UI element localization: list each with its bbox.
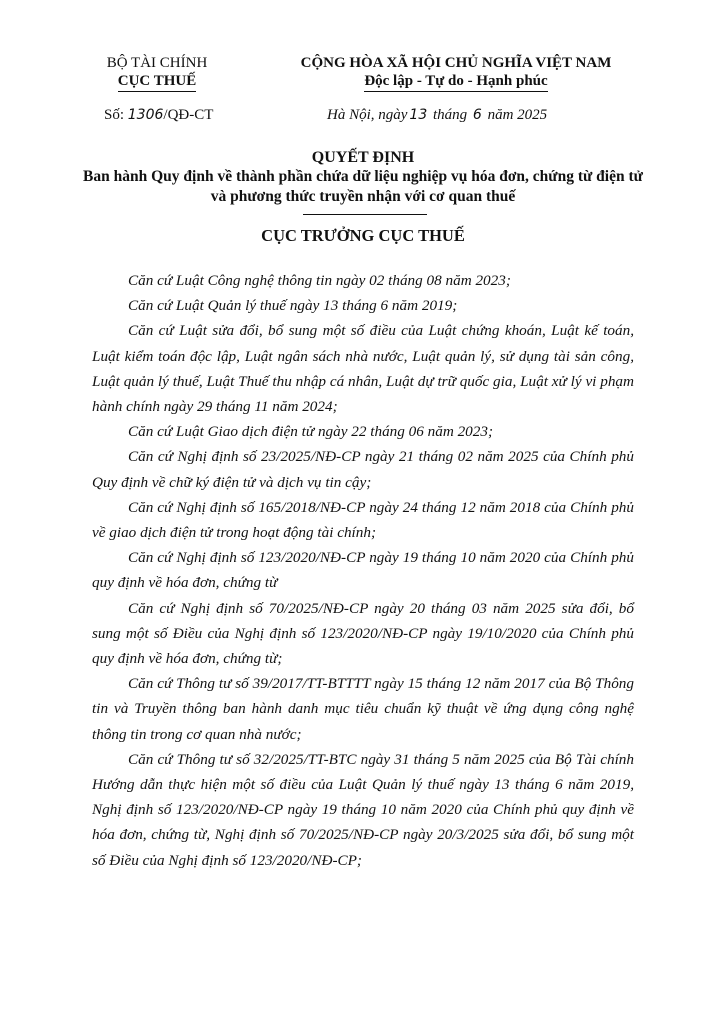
document-number: Số: 1306/QĐ-CT [104, 107, 214, 123]
handwritten-number: 1306 [127, 107, 164, 123]
national-motto: Độc lập - Tự do - Hạnh phúc [364, 72, 547, 92]
legal-basis-item: Căn cứ Nghị định số 165/2018/NĐ-CP ngày 24 tháng 12 năm 2018 của Chính phủ về giao dịch điện tử trong hoạt động tài chính; [92, 498, 634, 542]
legal-basis-item: Căn cứ Luật Giao dịch điện tử ngày 22 tháng 06 năm 2023; [128, 423, 494, 441]
ministry-name: BỘ TÀI CHÍNH [106, 55, 208, 71]
document-subtitle: Ban hành Quy định về thành phần chứa dữ liệu nghiệp vụ hóa đơn, chứng từ điện tử và phương thức truyền nhận với cơ quan thuế [83, 168, 643, 205]
legal-basis-item: Căn cứ Nghị định số 23/2025/NĐ-CP ngày 21 tháng 02 năm 2025 của Chính phủ Quy định về chữ ký điện tử và dịch vụ tin cậy; [92, 448, 634, 491]
issuing-agency-block [88, 54, 226, 92]
handwritten-month: 6 [472, 107, 482, 123]
legal-basis-item: Căn cứ Luật Quản lý thuế ngày 13 tháng 6 năm 2019; [128, 297, 458, 315]
national-header-block [290, 54, 622, 92]
handwritten-day: 13 [409, 107, 428, 123]
legal-basis-item: Căn cứ Luật sửa đổi, bổ sung một số điều của Luật chứng khoán, Luật kế toán, Luật kiểm toán độc lập, Luật ngân sách nhà nước, Luật quản lý, sử dụng tài sản công, Luật quản lý thuế, Luật Thuế thu nhập cá nhân, Luật dự trữ quốc gia, Luật xử lý vi phạm hành chính ngày 29 tháng 11 năm 2024; [92, 322, 634, 416]
issuing-authority: CỤC TRƯỞNG CỤC THUẾ [261, 226, 465, 245]
title-divider [303, 214, 427, 215]
legal-basis-item: Căn cứ Nghị định số 123/2020/NĐ-CP ngày 19 tháng 10 năm 2020 của Chính phủ quy định về hóa đơn, chứng từ [92, 549, 634, 592]
department-name: CỤC THUẾ [118, 72, 197, 92]
legal-basis-item: Căn cứ Thông tư số 39/2017/TT-BTTTT ngày 15 tháng 12 năm 2017 của Bộ Thông tin và Truyền thông ban hành danh mục tiêu chuẩn kỹ thuật về ứng dụng công nghệ thông tin trong cơ quan nhà nước; [92, 675, 634, 743]
republic-name: CỘNG HÒA XÃ HỘI CHỦ NGHĨA VIỆT NAM [300, 55, 612, 71]
document-title: QUYẾT ĐỊNH [311, 149, 415, 166]
legal-basis-list [92, 268, 634, 873]
legal-basis-item: Căn cứ Luật Công nghệ thông tin ngày 02 tháng 08 năm 2023; [128, 272, 511, 289]
legal-basis-item: Căn cứ Thông tư số 32/2025/TT-BTC ngày 31 tháng 5 năm 2025 của Bộ Tài chính Hướng dẫn thực hiện một số điều của Luật Quản lý thuế ngày 13 tháng 6 năm 2019, Nghị định số 123/2020/NĐ-CP ngày 19 tháng 10 năm 2020 của Chính phủ quy định về hóa đơn, chứng từ, Nghị định số 70/2025/NĐ-CP ngày 20/3/2025 sửa đổi, bổ sung một số Điều của Nghị định số 123/2020/NĐ-CP; [92, 750, 634, 869]
place-and-date: Hà Nội, ngày 13 tháng 6 năm 2025 [327, 107, 548, 123]
legal-basis-item: Căn cứ Nghị định số 70/2025/NĐ-CP ngày 20 tháng 03 năm 2025 sửa đổi, bổ sung một số Điều của Nghị định số 123/2020/NĐ-CP ngày 19/10/2020 của Chính phủ quy định về hóa đơn, chứng từ; [92, 599, 634, 668]
